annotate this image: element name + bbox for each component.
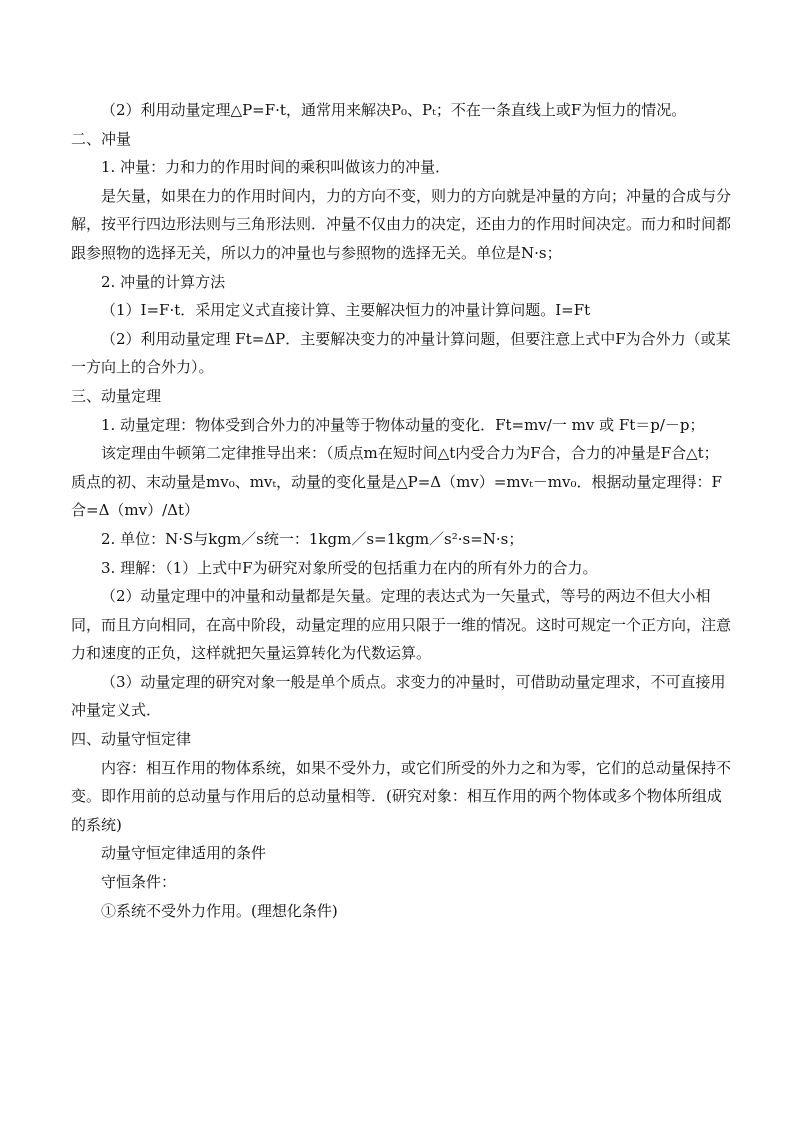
paragraph-impulse-definition: 1. 冲量：力和力的作用时间的乘积叫做该力的冲量． [101, 158, 451, 177]
paragraph-conservation-condition-1: ①系统不受外力作用。(理想化条件) [101, 901, 338, 920]
paragraph-theorem-unit: 2. 单位：N·S与kgm／s统一：1kgm／s=1kgm／s²·s=N·s； [101, 529, 524, 548]
paragraph-theorem-understanding-3: （3）动量定理的研究对象一般是单个质点。求变力的冲量时，可借助动量定理求，不可直接用冲量定义式． [71, 672, 726, 720]
section-heading-momentum-theorem: 三、动量定理 [71, 386, 162, 405]
paragraph-theorem-statement: 1. 动量定理：物体受到合外力的冲量等于物体动量的变化．Ft=mv/一 mv 或 Ft＝p/－p； [101, 415, 705, 434]
paragraph-theorem-derivation: 该定理由牛顿第二定律推导出来：（质点m在短时间△t内受合力为F合，合力的冲量是F合△t；质点的初、末动量是mv₀、mvₜ，动量的变化量是△P=Δ（mv）=mvₜ－mv₀．根据动量定理得：F合=Δ（mv）/Δt） [71, 444, 722, 520]
paragraph-impulse-calc-2: （2）利用动量定理 Ft=ΔP．主要解决变力的冲量计算问题，但要注意上式中F为合外力（或某一方向上的合外力）。 [71, 329, 731, 377]
paragraph-theorem-understanding-2: （2）动量定理中的冲量和动量都是矢量。定理的表达式为一矢量式，等号的两边不但大小相同，而且方向相同，在高中阶段，动量定理的应用只限于一维的情况。这时可规定一个正方向，注意力和速度的正负，这样就把矢量运算转化为代数运算。 [71, 587, 732, 663]
paragraph-impulse-vector: 是矢量，如果在力的作用时间内，力的方向不变，则力的方向就是冲量的方向；冲量的合成与分解，按平行四边形法则与三角形法则．冲量不仅由力的决定，还由力的作用时间决定。而力和时间都跟参照物的选择无关，所以力的冲量也与参照物的选择无关。单位是N·s； [71, 186, 732, 262]
paragraph-impulse-calc-title: 2. 冲量的计算方法 [101, 272, 226, 291]
document-page [71, 96, 731, 925]
paragraph-impulse-calc-1: （1）I=F·t．采用定义式直接计算、主要解决恒力的冲量计算问题。I=Ft [101, 301, 591, 320]
paragraph-conservation-conditions-label: 守恒条件： [101, 873, 177, 892]
paragraph-conservation-content: 内容：相互作用的物体系统，如果不受外力，或它们所受的外力之和为零，它们的总动量保持不变。即作用前的总动量与作用后的总动量相等．(研究对象：相互作用的两个物体或多个物体所组成的系统) [71, 758, 732, 834]
section-heading-conservation: 四、动量守恒定律 [71, 730, 192, 749]
paragraph-theorem-understanding-1: 3. 理解：（1）上式中F为研究对象所受的包括重力在内的所有外力的合力。 [101, 558, 598, 577]
paragraph-conservation-conditions-title: 动量守恒定律适用的条件 [101, 844, 267, 863]
section-heading-impulse: 二、冲量 [71, 129, 132, 148]
paragraph-1: （2）利用动量定理△P=F·t，通常用来解决P₀、Pₜ；不在一条直线上或F为恒力的情况。 [101, 101, 687, 119]
